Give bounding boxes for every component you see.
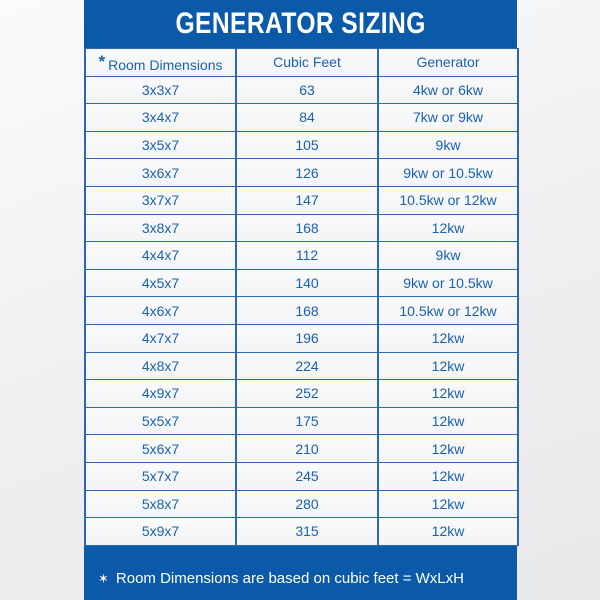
table-header [85, 49, 518, 77]
col-header-room-dimensions-label: Room Dimensions [108, 56, 223, 73]
cell-cubic-feet: 63 [236, 76, 378, 104]
table-row [85, 269, 518, 297]
cell-generator: 12kw [378, 407, 518, 435]
cell-cubic-feet: 126 [236, 159, 378, 187]
table-row [85, 435, 518, 463]
cell-cubic-feet: 245 [236, 462, 378, 490]
cell-room-dimensions: 3x7x7 [85, 186, 236, 214]
cell-room-dimensions: 3x4x7 [85, 104, 236, 132]
cell-room-dimensions: 4x9x7 [85, 380, 236, 408]
cell-room-dimensions: 5x9x7 [85, 518, 236, 546]
table-row [85, 131, 518, 159]
page-title: GENERATOR SIZING [175, 7, 426, 40]
cell-cubic-feet: 105 [236, 131, 378, 159]
table-body [85, 76, 518, 545]
table-row [85, 518, 518, 546]
col-header-room-dimensions [85, 49, 236, 77]
cell-cubic-feet: 168 [236, 297, 378, 325]
cell-generator: 9kw [378, 131, 518, 159]
table-row [85, 297, 518, 325]
cell-generator: 10.5kw or 12kw [378, 186, 518, 214]
cell-room-dimensions: 5x5x7 [85, 407, 236, 435]
cell-cubic-feet: 210 [236, 435, 378, 463]
cell-cubic-feet: 175 [236, 407, 378, 435]
table-row [85, 380, 518, 408]
footnote [84, 546, 517, 600]
table-row [85, 407, 518, 435]
cell-room-dimensions: 3x5x7 [85, 131, 236, 159]
cell-cubic-feet: 140 [236, 269, 378, 297]
cell-cubic-feet: 168 [236, 214, 378, 242]
cell-generator: 9kw [378, 242, 518, 270]
cell-cubic-feet: 252 [236, 380, 378, 408]
table-row [85, 324, 518, 352]
cell-generator: 9kw or 10.5kw [378, 159, 518, 187]
table-row [85, 76, 518, 104]
cell-room-dimensions: 4x5x7 [85, 269, 236, 297]
table-header-row [85, 49, 518, 77]
cell-cubic-feet: 315 [236, 518, 378, 546]
cell-generator: 12kw [378, 380, 518, 408]
cell-generator: 4kw or 6kw [378, 76, 518, 104]
cell-room-dimensions: 4x7x7 [85, 324, 236, 352]
table-row [85, 104, 518, 132]
generator-sizing-panel [84, 0, 517, 600]
cell-generator: 12kw [378, 490, 518, 518]
cell-room-dimensions: 5x7x7 [85, 462, 236, 490]
cell-room-dimensions: 5x6x7 [85, 435, 236, 463]
title-band [84, 0, 517, 48]
sizing-table [84, 48, 519, 546]
cell-cubic-feet: 147 [236, 186, 378, 214]
table-row [85, 159, 518, 187]
cell-cubic-feet: 112 [236, 242, 378, 270]
cell-generator: 12kw [378, 435, 518, 463]
star-icon: ✶ [98, 570, 109, 586]
cell-room-dimensions: 4x6x7 [85, 297, 236, 325]
cell-room-dimensions: 3x3x7 [85, 76, 236, 104]
table-row [85, 462, 518, 490]
col-header-generator-label: Generator [416, 54, 480, 71]
cell-generator: 12kw [378, 214, 518, 242]
col-header-cubic-feet-label: Cubic Feet [273, 54, 341, 71]
cell-cubic-feet: 224 [236, 352, 378, 380]
cell-generator: 9kw or 10.5kw [378, 269, 518, 297]
cell-generator: 7kw or 9kw [378, 104, 518, 132]
cell-room-dimensions: 4x4x7 [85, 242, 236, 270]
cell-generator: 12kw [378, 324, 518, 352]
table-row [85, 352, 518, 380]
cell-room-dimensions: 5x8x7 [85, 490, 236, 518]
cell-cubic-feet: 196 [236, 324, 378, 352]
asterisk-mark: * [98, 51, 106, 71]
cell-cubic-feet: 280 [236, 490, 378, 518]
table-row [85, 242, 518, 270]
table-row [85, 186, 518, 214]
cell-generator: 10.5kw or 12kw [378, 297, 518, 325]
table-row [85, 490, 518, 518]
col-header-generator [378, 49, 518, 77]
cell-cubic-feet: 84 [236, 104, 378, 132]
footnote-text: Room Dimensions are based on cubic feet = WxLxH [115, 570, 464, 588]
cell-generator: 12kw [378, 518, 518, 546]
cell-room-dimensions: 3x8x7 [85, 214, 236, 242]
cell-room-dimensions: 4x8x7 [85, 352, 236, 380]
cell-room-dimensions: 3x6x7 [85, 159, 236, 187]
cell-generator: 12kw [378, 352, 518, 380]
table-row [85, 214, 518, 242]
col-header-cubic-feet [236, 49, 378, 77]
cell-generator: 12kw [378, 462, 518, 490]
